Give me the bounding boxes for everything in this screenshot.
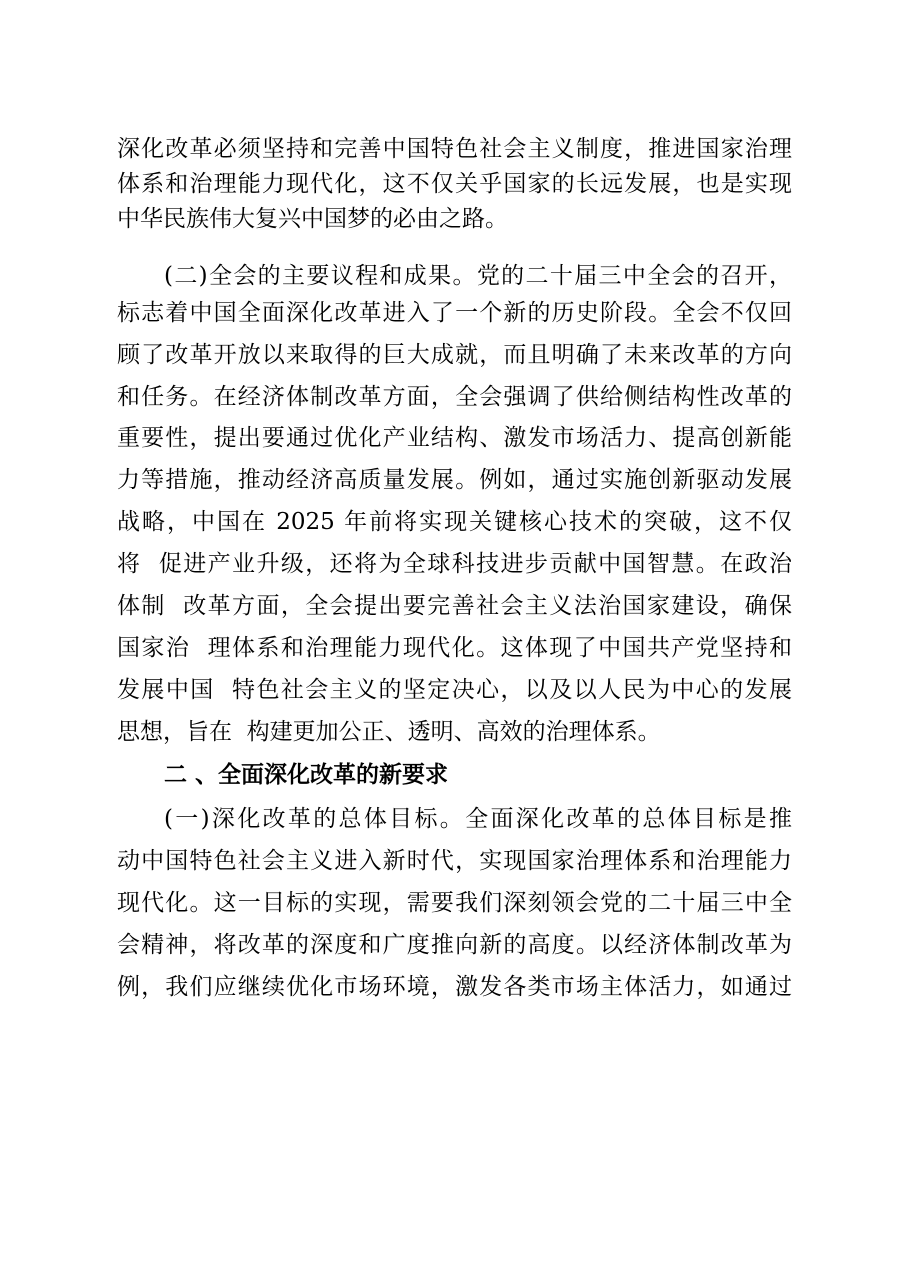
text-line: 中华民族伟大复兴中国梦的必由之路。: [117, 206, 508, 232]
text-line: 和任务。在经济体制改革方面，全会强调了供给侧结构性改革的: [117, 384, 792, 410]
text-line: 战略，中国在 2025 年前将实现关键核心技术的突破，这不仅: [117, 509, 792, 535]
text-line: (一)深化改革的总体目标。全面深化改革的总体目标是推: [164, 806, 792, 832]
text-line: 力等措施，推动经济高质量发展。例如，通过实施创新驱动发展: [117, 467, 792, 493]
text-line: (二)全会的主要议程和成果。党的二十届三中全会的召开，: [164, 263, 792, 289]
text-line: 体系和治理能力现代化，这不仅关乎国家的长远发展，也是实现: [117, 171, 792, 197]
text-line: 顾了改革开放以来取得的巨大成就，而且明确了未来改革的方向: [117, 342, 792, 368]
text-line: 思想，旨在 构建更加公正、透明、高效的治理体系。: [117, 719, 661, 745]
text-line: 深化改革必须坚持和完善中国特色社会主义制度，推进国家治理: [117, 136, 792, 162]
text-line: 例，我们应继续优化市场环境，激发各类市场主体活力，如通过: [117, 974, 792, 1000]
text-line: 动中国特色社会主义进入新时代，实现国家治理体系和治理能力: [117, 848, 792, 874]
text-line: 将 促进产业升级，还将为全球科技进步贡献中国智慧。在政治: [117, 551, 792, 577]
text-line: 重要性，提出要通过优化产业结构、激发市场活力、提高创新能: [117, 425, 792, 451]
text-line: 现代化。这一目标的实现，需要我们深刻领会党的二十届三中全: [117, 890, 792, 916]
text-line: 发展中国 特色社会主义的坚定决心，以及以人民为中心的发展: [117, 677, 792, 703]
text-line: 体制 改革方面，全会提出要完善社会主义法治国家建设，确保: [117, 593, 792, 619]
section-heading: 二 、全面深化改革的新要求: [164, 761, 449, 788]
text-line: 会精神，将改革的深度和广度推向新的高度。以经济体制改革为: [117, 932, 792, 958]
text-line: 国家治 理体系和治理能力现代化。这体现了中国共产党坚持和: [117, 635, 792, 661]
text-line: 标志着中国全面深化改革进入了一个新的历史阶段。全会不仅回: [117, 300, 792, 326]
